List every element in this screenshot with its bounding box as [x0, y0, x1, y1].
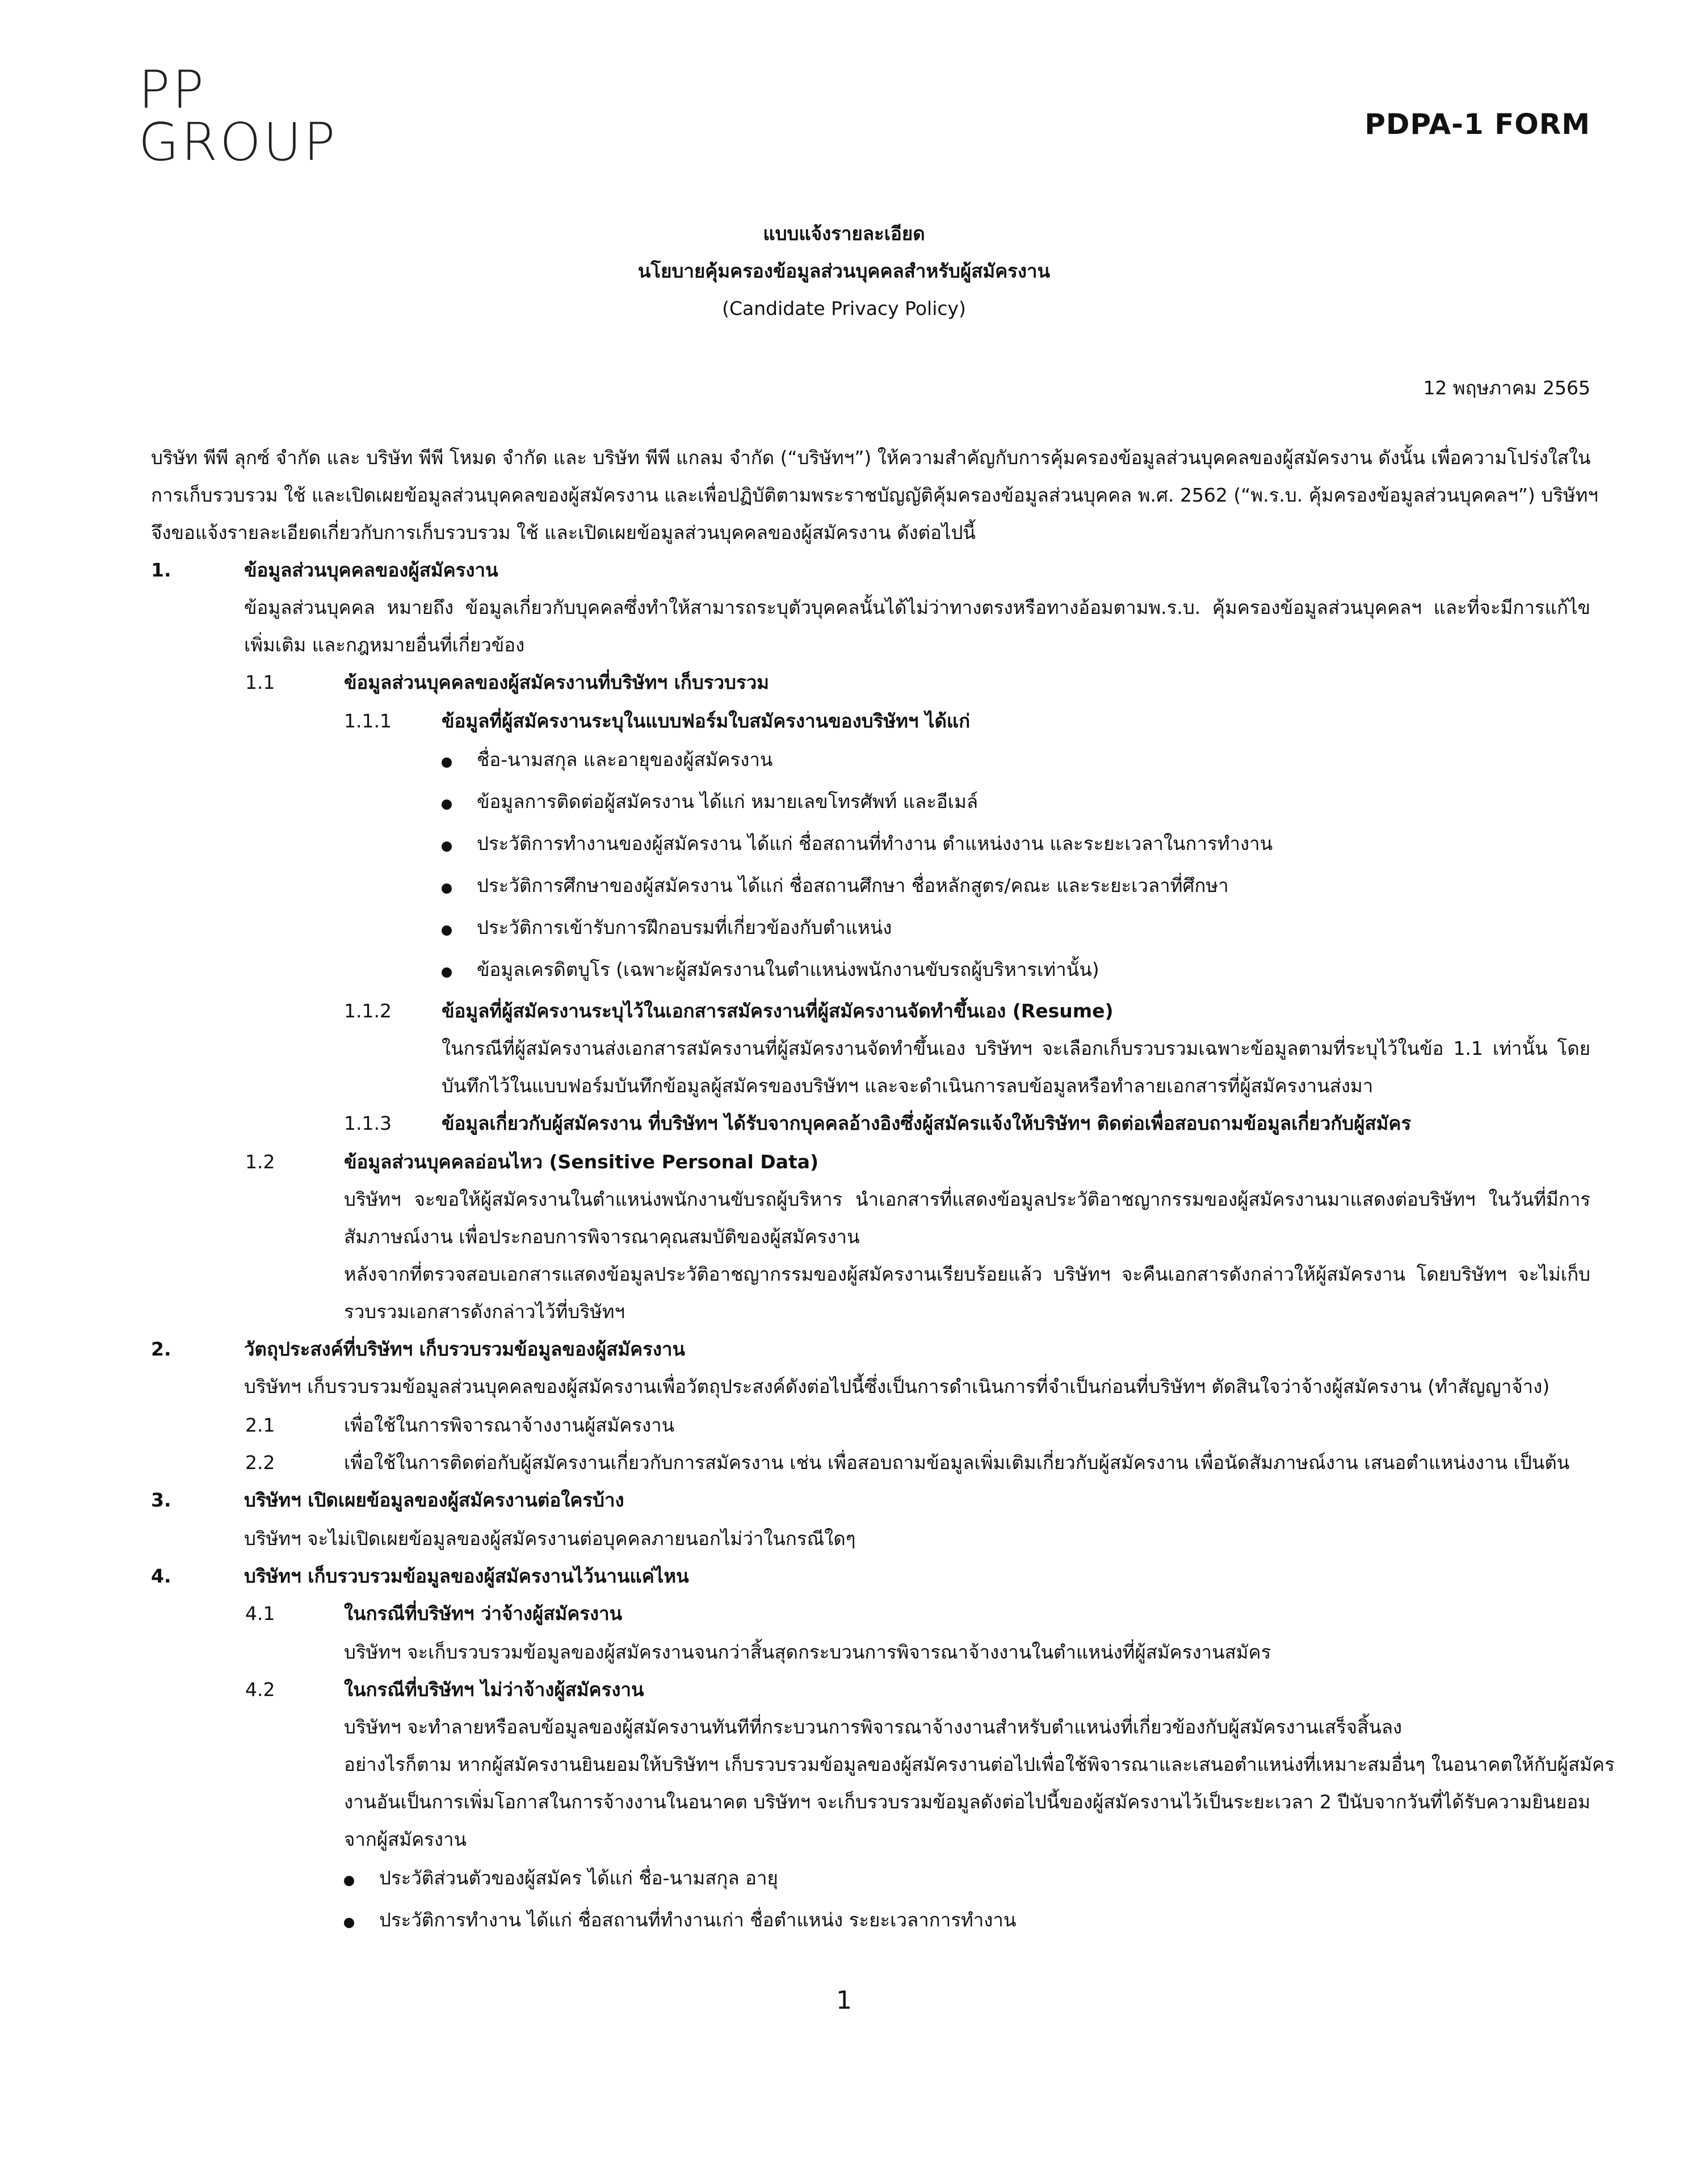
- form-code: PDPA-1 FORM: [1364, 108, 1590, 141]
- bullet-dot: [442, 841, 452, 852]
- section-2-para: บริษัทฯ เก็บรวบรวมข้อมูลส่วนบุคคลของผู้สมัครงานเพื่อวัตถุประสงค์ดังต่อไปนี้ซึ่งเป็นการดำเนินการที่จำเป็นก่อนที่บริษัทฯ ตัดสินใจว่าจ้างผู้สมัครงาน (ทำสัญญาจ้าง): [244, 1375, 1550, 1398]
- bullet-item: ประวัติส่วนตัวของผู้สมัคร ได้แก่ ชื่อ-นามสกุล อายุ: [379, 1867, 778, 1889]
- logo-line1: PP: [138, 62, 206, 120]
- pp-group-logo: [138, 62, 366, 176]
- intro-line1: บริษัท พีพี ลุกซ์ จำกัด และ บริษัท พีพี โหมด จำกัด และ บริษัท พีพี แกลม จำกัด (“บริษัทฯ”) ให้ความสำคัญกับการคุ้มครองข้อมูลส่วนบุคคลของผู้สมัครงาน ดังนั้น เพื่อความโปร่งใสใน: [151, 447, 1591, 469]
- section-1-2-para-line3: หลังจากที่ตรวจสอบเอกสารแสดงข้อมูลประวัติอาชญากรรมของผู้สมัครงานเรียบร้อยแล้ว บริษัทฯ จะคืนเอกสารดังกล่าวให้ผู้สมัครงาน โดยบริษัทฯ จะไม่เก็บ: [344, 1263, 1590, 1285]
- section-4-1-heading: ในกรณีที่บริษัทฯ ว่าจ้างผู้สมัครงาน: [344, 1602, 623, 1625]
- section-1-heading: ข้อมูลส่วนบุคคลของผู้สมัครงาน: [244, 559, 498, 581]
- section-3-number: 3.: [151, 1489, 171, 1511]
- section-3-para: บริษัทฯ จะไม่เปิดเผยข้อมูลของผู้สมัครงานต่อบุคคลภายนอกไม่ว่าในกรณีใดๆ: [244, 1527, 856, 1550]
- section-1-number: 1.: [151, 559, 171, 581]
- bullet-dot: [442, 967, 452, 978]
- page-number: 1: [836, 1986, 852, 2015]
- section-4-number: 4.: [151, 1565, 171, 1587]
- intro-line3: จึงขอแจ้งรายละเอียดเกี่ยวกับการเก็บรวบรวม ใช้ และเปิดเผยข้อมูลส่วนบุคคลของผู้สมัครงาน ดังต่อไปนี้: [151, 521, 976, 544]
- bullet-item: ข้อมูลการติดต่อผู้สมัครงาน ได้แก่ หมายเลขโทรศัพท์ และอีเมล์: [477, 790, 979, 813]
- bullet-dot: [442, 925, 452, 936]
- document-date: 12 พฤษภาคม 2565: [1423, 377, 1590, 399]
- bullet-item: ประวัติการทำงาน ได้แก่ ชื่อสถานที่ทำงานเก่า ชื่อตำแหน่ง ระยะเวลาการทำงาน: [379, 1909, 1017, 1931]
- title-line1: แบบแจ้งรายละเอียด: [763, 222, 925, 245]
- bullet-item: ประวัติการศึกษาของผู้สมัครงาน ได้แก่ ชื่อสถานศึกษา ชื่อหลักสูตร/คณะ และระยะเวลาที่ศึกษา: [477, 874, 1229, 897]
- section-2-2-number: 2.2: [245, 1451, 275, 1474]
- title-line2: นโยบายคุ้มครองข้อมูลส่วนบุคคลสำหรับผู้สมัครงาน: [637, 260, 1051, 282]
- section-1-1-1-number: 1.1.1: [344, 710, 392, 732]
- bullet-dot: [442, 799, 452, 810]
- bullet-dot: [442, 883, 452, 894]
- bullet-dot: [442, 758, 452, 768]
- section-1-2-para-line1: บริษัทฯ จะขอให้ผู้สมัครงานในตำแหน่งพนักงานขับรถผู้บริหาร นำเอกสารที่แสดงข้อมูลประวัติอาชญากรรมของผู้สมัครงานมาแสดงต่อบริษัทฯ ในวันที่มีการ: [344, 1188, 1590, 1210]
- section-1-1-number: 1.1: [245, 671, 275, 693]
- section-2-1-text: เพื่อใช้ในการพิจารณาจ้างงานผู้สมัครงาน: [344, 1414, 675, 1436]
- section-4-2-heading: ในกรณีที่บริษัทฯ ไม่ว่าจ้างผู้สมัครงาน: [344, 1678, 644, 1701]
- section-2-number: 2.: [151, 1338, 171, 1360]
- section-1-1-3-heading: ข้อมูลเกี่ยวกับผู้สมัครงาน ที่บริษัทฯ ได้รับจากบุคคลอ้างอิงซึ่งผู้สมัครแจ้งให้บริษัทฯ ติดต่อเพื่อสอบถามข้อมูลเกี่ยวกับผู้สมัคร: [442, 1112, 1412, 1134]
- section-2-1-number: 2.1: [245, 1414, 275, 1436]
- bullet-dot: [344, 1918, 354, 1928]
- section-4-1-para: บริษัทฯ จะเก็บรวบรวมข้อมูลของผู้สมัครงานจนกว่าสิ้นสุดกระบวนการพิจารณาจ้างงานในตำแหน่งที่ผู้สมัครงานสมัคร: [344, 1641, 1271, 1663]
- section-1-1-2-para-line2: บันทึกไว้ในแบบฟอร์มบันทึกข้อมูลผู้สมัครของบริษัทฯ และจะดำเนินการลบข้อมูลหรือทำลายเอกสารที่ผู้สมัครงานส่งมา: [442, 1075, 1374, 1097]
- section-1-2-para-line4: รวบรวมเอกสารดังกล่าวไว้ที่บริษัทฯ: [344, 1301, 625, 1323]
- section-4-2-para-line3: งานอันเป็นการเพิ่มโอกาสในการจ้างงานในอนาคต บริษัทฯ จะเก็บรวบรวมข้อมูลดังต่อไปนี้ของผู้สมัครงานไว้เป็นระยะเวลา 2 ปีนับจากวันที่ได้รับความยินยอม: [344, 1791, 1590, 1813]
- section-4-2-para-line1: บริษัทฯ จะทำลายหรือลบข้อมูลของผู้สมัครงานทันทีที่กระบวนการพิจารณาจ้างงานสำหรับตำแหน่งที่เกี่ยวข้องกับผู้สมัครงานเสร็จสิ้นลง: [344, 1716, 1403, 1738]
- bullet-dot: [344, 1876, 354, 1886]
- section-1-2-para-line2: สัมภาษณ์งาน เพื่อประกอบการพิจารณาคุณสมบัติของผู้สมัครงาน: [344, 1226, 860, 1248]
- section-1-2-heading: ข้อมูลส่วนบุคคลอ่อนไหว (Sensitive Personal Data): [344, 1151, 819, 1173]
- section-2-heading: วัตถุประสงค์ที่บริษัทฯ เก็บรวบรวมข้อมูลของผู้สมัครงาน: [244, 1338, 686, 1360]
- section-1-para-line1: ข้อมูลส่วนบุคคล หมายถึง ข้อมูลเกี่ยวกับบุคคลซึ่งทำให้สามารถระบุตัวบุคคลนั้นได้ไม่ว่าทางตรงหรือทางอ้อมตามพ.ร.บ. คุ้มครองข้อมูลส่วนบุคคลฯ และที่จะมีการแก้ไข: [244, 596, 1590, 618]
- section-1-1-2-para-line1: ในกรณีที่ผู้สมัครงานส่งเอกสารสมัครงานที่ผู้สมัครงานจัดทำขึ้นเอง บริษัทฯ จะเลือกเก็บรวบรวมเฉพาะข้อมูลตามที่ระบุไว้ในข้อ 1.1 เท่านั้น โดย: [442, 1037, 1590, 1059]
- section-1-para-line2: เพิ่มเติม และกฎหมายอื่นที่เกี่ยวข้อง: [244, 634, 525, 656]
- intro-line2: การเก็บรวบรวม ใช้ และเปิดเผยข้อมูลส่วนบุคคลของผู้สมัครงาน และเพื่อปฏิบัติตามพระราชบัญญัติคุ้มครองข้อมูลส่วนบุคคล พ.ศ. 2562 (“พ.ร.บ. คุ้มครองข้อมูลส่วนบุคคลฯ”) บริษัทฯ: [151, 484, 1598, 506]
- section-4-heading: บริษัทฯ เก็บรวบรวมข้อมูลของผู้สมัครงานไว้นานแค่ไหน: [244, 1565, 689, 1587]
- section-4-2-para-line2: อย่างไรก็ตาม หากผู้สมัครงานยินยอมให้บริษัทฯ เก็บรวบรวมข้อมูลของผู้สมัครงานต่อไปเพื่อใช้พิจารณาและเสนอตำแหน่งที่เหมาะสมอื่นๆ ในอนาคตให้กับผู้สมัคร: [344, 1753, 1615, 1775]
- logo-line2: GROUP: [138, 112, 338, 172]
- section-4-1-number: 4.1: [245, 1602, 275, 1625]
- bullet-item: ประวัติการเข้ารับการฝึกอบรมที่เกี่ยวข้องกับตำแหน่ง: [477, 916, 892, 939]
- bullet-item: ข้อมูลเครดิตบูโร (เฉพาะผู้สมัครงานในตำแหน่งพนักงานขับรถผู้บริหารเท่านั้น): [477, 958, 1099, 981]
- section-4-2-number: 4.2: [245, 1678, 275, 1701]
- bullet-item: ชื่อ-นามสกุล และอายุของผู้สมัครงาน: [477, 748, 773, 771]
- section-2-2-text: เพื่อใช้ในการติดต่อกับผู้สมัครงานเกี่ยวกับการสมัครงาน เช่น เพื่อสอบถามข้อมูลเพิ่มเติมเกี่ยวกับผู้สมัครงาน เพื่อนัดสัมภาษณ์งาน เสนอตำแหน่งงาน เป็นต้น: [344, 1451, 1570, 1474]
- section-1-1-1-heading: ข้อมูลที่ผู้สมัครงานระบุในแบบฟอร์มใบสมัครงานของบริษัทฯ ได้แก่: [442, 710, 971, 732]
- section-1-2-number: 1.2: [245, 1151, 275, 1173]
- section-1-1-heading: ข้อมูลส่วนบุคคลของผู้สมัครงานที่บริษัทฯ เก็บรวบรวม: [344, 671, 769, 693]
- bullet-item: ประวัติการทำงานของผู้สมัครงาน ได้แก่ ชื่อสถานที่ทำงาน ตำแหน่งงาน และระยะเวลาในการทำงาน: [477, 832, 1273, 855]
- section-1-1-2-heading: ข้อมูลที่ผู้สมัครงานระบุไว้ในเอกสารสมัครงานที่ผู้สมัครงานจัดทำขึ้นเอง (Resume): [442, 1000, 1114, 1022]
- section-4-2-para-line4: จากผู้สมัครงาน: [344, 1828, 467, 1850]
- section-1-1-3-number: 1.1.3: [344, 1112, 392, 1134]
- title-line3: (Candidate Privacy Policy): [722, 297, 966, 319]
- section-3-heading: บริษัทฯ เปิดเผยข้อมูลของผู้สมัครงานต่อใครบ้าง: [244, 1489, 624, 1511]
- section-1-1-2-number: 1.1.2: [344, 1000, 392, 1022]
